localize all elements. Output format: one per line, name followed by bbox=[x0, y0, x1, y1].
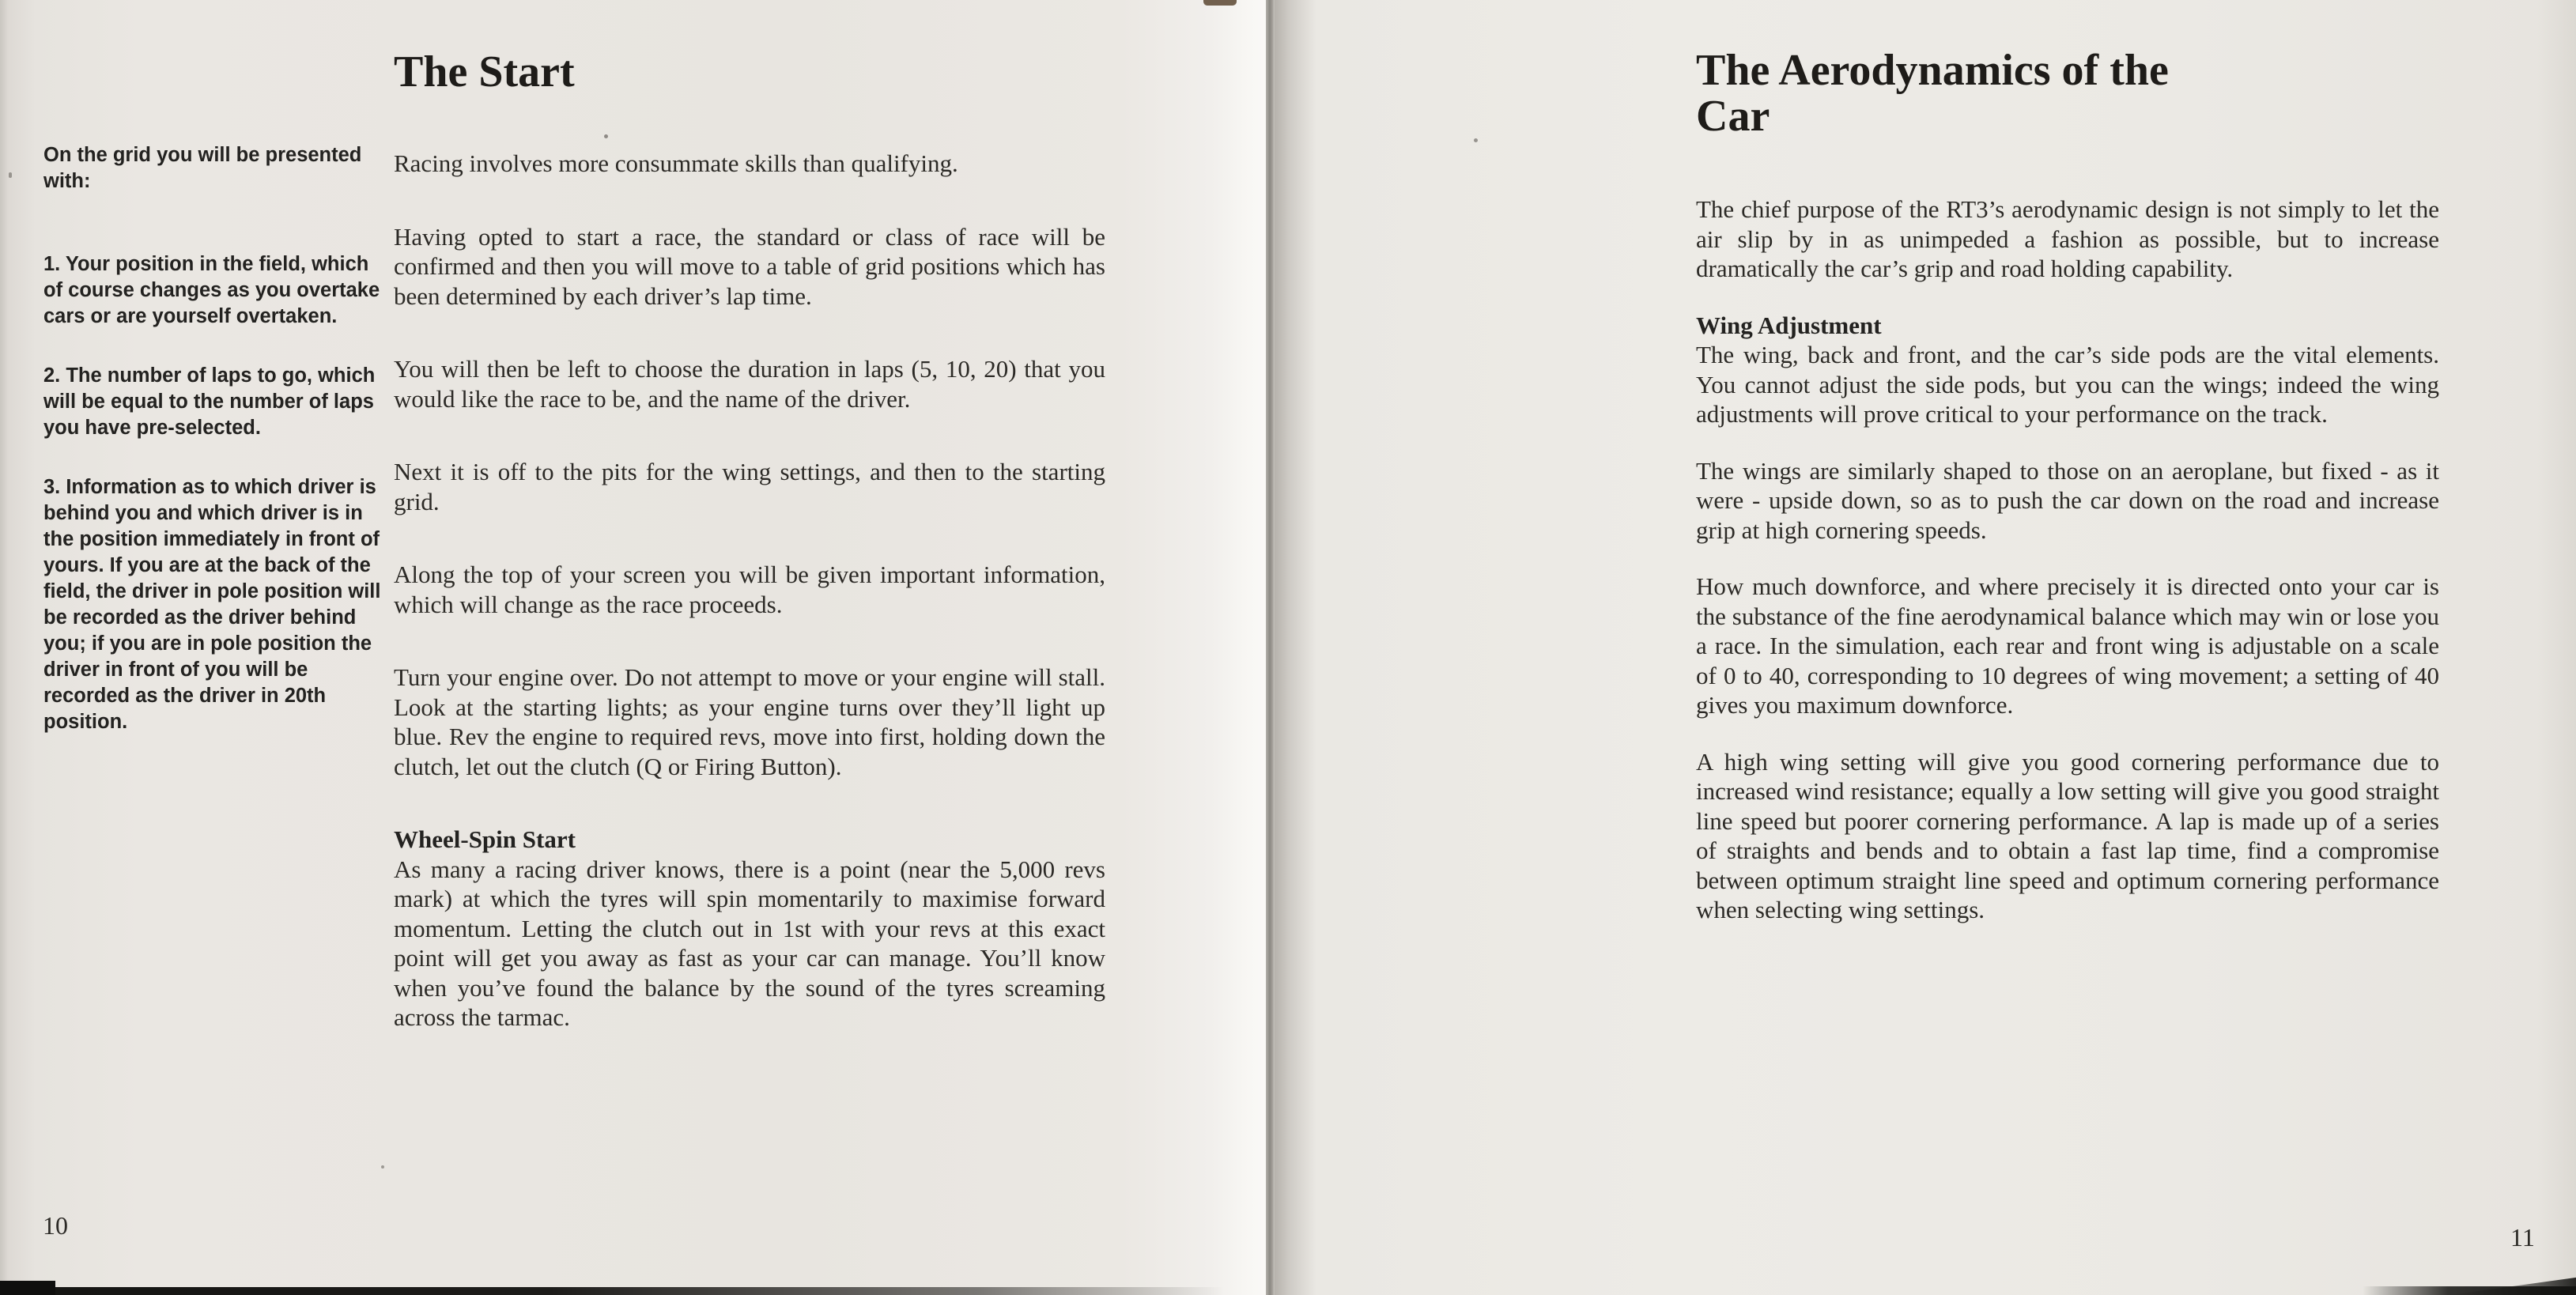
body-paragraph: You will then be left to choose the duration in laps (5, 10, 20) that you would like the race to be, and the name of the driver. bbox=[394, 355, 1105, 413]
body-paragraph: Next it is off to the pits for the wing settings, and then to the starting grid. bbox=[394, 458, 1105, 515]
body-paragraph: Having opted to start a race, the standard or class of race will be confirmed and then you will move to a table of grid positions which has been determined by each driver’s lap time. bbox=[394, 222, 1105, 310]
body-paragraph: The chief purpose of the RT3’s aerodynamic design is not simply to let the air slip by in as unimpeded a fashion as possible, but to increase dramatically the car’s grip and road holding capability. bbox=[1696, 195, 2439, 282]
page-left bbox=[0, 0, 1275, 1295]
page-title-left: The Start bbox=[394, 47, 575, 96]
body-paragraph: As many a racing driver knows, there is a point (near the 5,000 revs mark) at which the tyres will spin momentarily to maximise forward momentum. Letting the clutch out in 1st with your revs at this exact point will get you away as fast as your car can manage. You’ll know when you’ve found the balance by the sound of the tyres screaming across the tarmac. bbox=[394, 855, 1105, 1031]
scan-artifact-gutter-top bbox=[1203, 0, 1237, 6]
sidebar-item-3: 3. Information as to which driver is behind you and which driver is in the position immediately in front of yours. If you are at the back of the field, the driver in pole position will be recorded as the driver behind you; if you are in pole position the driver in front of you will be recorded as the driver in 20th position. bbox=[43, 476, 381, 733]
sidebar-notes bbox=[43, 142, 385, 768]
sidebar-intro: On the grid you will be presented with: bbox=[43, 144, 362, 192]
page-number-right: 11 bbox=[2510, 1223, 2535, 1252]
sidebar-item-2: 2. The number of laps to go, which will be equal to the number of laps you have pre-selected. bbox=[43, 364, 376, 439]
gutter-shadow bbox=[1275, 0, 1316, 1295]
scan-artifact-bottom-band-left bbox=[0, 1287, 1224, 1295]
subsection-heading-wheel-spin: Wheel-Spin Start bbox=[394, 825, 576, 853]
body-paragraph: Turn your engine over. Do not attempt to move or your engine will stall. Look at the starting lights; as your engine turns over they’ll light up blue. Rev the engine to required revs, move into first, holding down the clutch, let out the clutch (Q or Firing Button). bbox=[394, 663, 1105, 780]
right-main-column bbox=[1696, 47, 2439, 952]
page-number-left: 10 bbox=[43, 1211, 68, 1240]
scan-speck bbox=[381, 1165, 384, 1169]
body-paragraph: The wings are similarly shaped to those on an aeroplane, but fixed - as it were - upside down, so as to push the car down on the road and increase grip at high cornering speeds. bbox=[1696, 456, 2439, 544]
left-main-column bbox=[394, 49, 1105, 1076]
subsection-heading-wing-adjustment: Wing Adjustment bbox=[1696, 311, 1882, 339]
body-paragraph: Along the top of your screen you will be given important information, which will change as the race proceeds. bbox=[394, 561, 1105, 618]
scan-artifact-bottom-corner-left bbox=[0, 1281, 55, 1295]
scan-speck bbox=[9, 172, 12, 178]
scan-speck bbox=[1474, 138, 1478, 142]
page-title-right bbox=[1696, 47, 2376, 139]
body-paragraph: A high wing setting will give you good cornering performance due to increased wind resistance; equally a low setting will give you good straight line speed but poorer cornering performance. A lap is made up of a series of straights and bends and to obtain a fast lap time, find a compromise between optimum straight line speed and optimum cornering performance when selecting wing settings. bbox=[1696, 747, 2439, 923]
page-title-right-line2: Car bbox=[1696, 92, 1770, 141]
sidebar-item-1: 1. Your position in the field, which of course changes as you overtake cars or are yourself overtaken. bbox=[43, 253, 380, 327]
scan-speck bbox=[604, 134, 608, 138]
gutter-fold-line bbox=[1266, 0, 1275, 1295]
body-paragraph: The wing, back and front, and the car’s side pods are the vital elements. You cannot adjust the side pods, but you can the wings; indeed the wing adjustments will prove critical to your performance on the track. bbox=[1696, 341, 2439, 428]
page-title-right-line1: The Aerodynamics of the bbox=[1696, 46, 2169, 95]
body-paragraph: How much downforce, and where precisely it is directed onto your car is the substance of the fine aerodynamical balance which may win or lose you a race. In the simulation, each rear and front wing is adjustable on a scale of 0 to 40, corresponding to 10 degrees of wing movement; a setting of 40 gives you maximum downforce. bbox=[1696, 572, 2439, 719]
body-paragraph: Racing involves more consummate skills than qualifying. bbox=[394, 149, 958, 177]
